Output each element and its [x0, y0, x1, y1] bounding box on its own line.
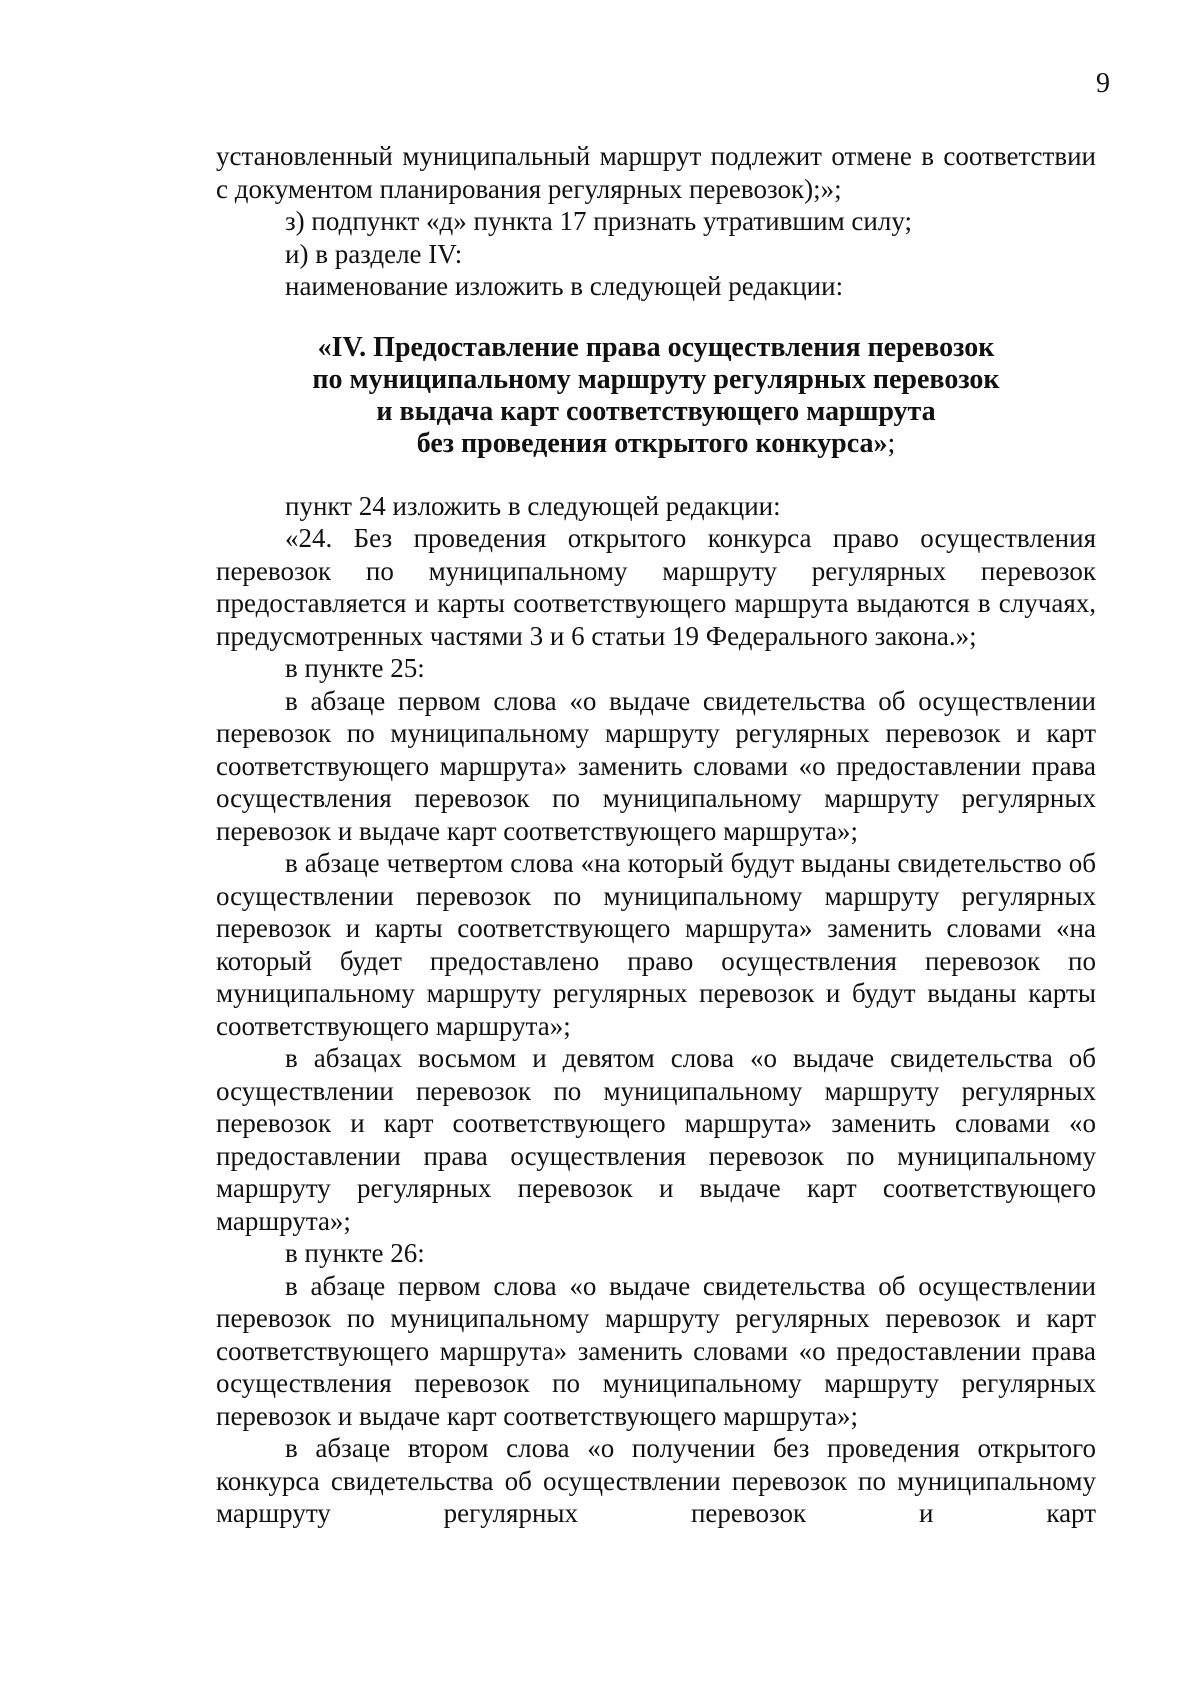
document-body: [216, 140, 1096, 1530]
paragraph-point-26-abzac-2: в абзаце втором слова «о получении без проведения открытого конкурса свидетельства об осуществлении перевозок по муниципальному маршруту регулярных перевозок и карт: [216, 1433, 1096, 1528]
paragraph-point-25: в пункте 25:: [285, 653, 425, 683]
heading-line: по муниципальному маршруту регулярных перевозок: [312, 363, 1000, 395]
paragraph-point-25-abzac-4: в абзаце четвертом слова «на который будут выданы свидетельство об осуществлении перевозок по муниципальному маршруту регулярных перевозок и карты соответствующего маршрута» заменить словами «на который будет предоставлено право осуществления перевозок по муниципальному маршруту регулярных перевозок и будут выданы карты соответствующего маршрута»;: [216, 848, 1096, 1041]
heading-line: и выдача карт соответствующего маршрута: [376, 395, 936, 427]
paragraph-continuation: установленный муниципальный маршрут подлежит отмене в соответствии с документом планирования регулярных перевозок);»;: [216, 141, 1096, 204]
heading-line-punctuation: ;: [887, 427, 896, 459]
section-heading: [216, 332, 1096, 460]
paragraph-point-26-abzac-1: в абзаце первом слова «о выдаче свидетельства об осуществлении перевозок по муниципальному маршруту регулярных перевозок и карт соответствующего маршрута» заменить словами «о предоставлении права осуществления перевозок по муниципальному маршруту регулярных перевозок и выдаче карт соответствующего маршрута»;: [216, 1270, 1096, 1431]
paragraph-point-24-text: «24. Без проведения открытого конкурса право осуществления перевозок по муниципальному маршруту регулярных перевозок предоставляется и карты соответствующего маршрута выдаются в случаях, предусмотренных частями 3 и 6 статьи 19 Федерального закона.»;: [216, 523, 1096, 651]
heading-line-text: без проведения открытого конкурса»: [416, 427, 888, 459]
paragraph-point-25-abzac-8-9: в абзацах восьмом и девятом слова «о выдаче свидетельства об осуществлении перевозок по муниципальному маршруту регулярных перевозок и карт соответствующего маршрута» заменить словами «о предоставлении права осуществления перевозок по муниципальному маршруту регулярных перевозок и выдаче карт соответствующего маршрута»;: [216, 1043, 1096, 1236]
paragraph-point-25-abzac-1: в абзаце первом слова «о выдаче свидетельства об осуществлении перевозок по муниципальному маршруту регулярных перевозок и карт соответствующего маршрута» заменить словами «о предоставлении права осуществления перевозок по муниципальному маршруту регулярных перевозок и выдаче карт соответствующего маршрута»;: [216, 685, 1096, 846]
paragraph-title-instruction: наименование изложить в следующей редакции:: [285, 271, 844, 301]
paragraph-point-26: в пункте 26:: [285, 1238, 425, 1268]
heading-line: «IV. Предоставление права осуществления перевозок: [317, 331, 995, 363]
paragraph-item-z: з) подпункт «д» пункта 17 признать утратившим силу;: [285, 206, 912, 236]
page-number: 9: [1096, 68, 1110, 99]
paragraph-item-i: и) в разделе IV:: [285, 238, 463, 269]
paragraph-point-24-instruction: пункт 24 изложить в следующей редакции:: [285, 490, 781, 521]
heading-line-last: [216, 428, 1096, 460]
